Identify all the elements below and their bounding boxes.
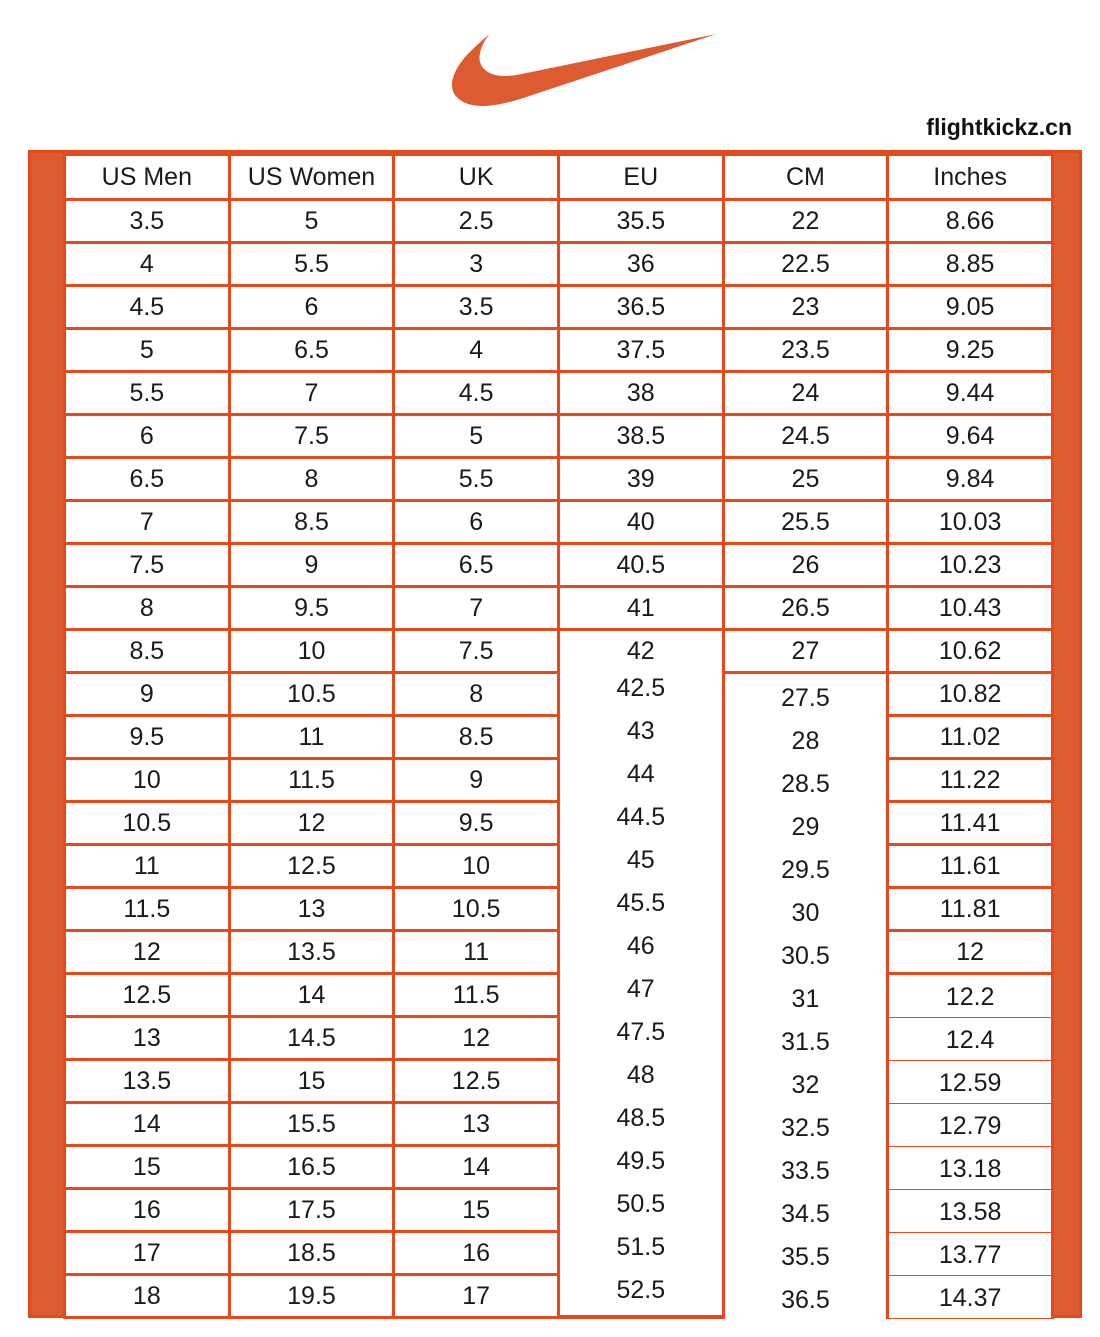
size-cell: 12.5 xyxy=(65,974,230,1017)
size-cell: 11.5 xyxy=(394,974,559,1017)
column-header: US Men xyxy=(65,155,230,200)
size-cell: 10 xyxy=(229,630,394,673)
size-cell: 22.5 xyxy=(723,243,888,286)
size-cell: 10.5 xyxy=(65,802,230,845)
size-cell: 15 xyxy=(229,1060,394,1103)
size-cell: 10 xyxy=(65,759,230,802)
size-cell: 32.5 xyxy=(723,1107,888,1150)
size-cell: 30 xyxy=(723,892,888,935)
size-cell: 42.5 xyxy=(558,667,723,710)
size-cell: 12.5 xyxy=(229,845,394,888)
size-cell: 6.5 xyxy=(394,544,559,587)
size-cell: 5.5 xyxy=(229,243,394,286)
table-row xyxy=(65,458,1053,501)
size-cell: 5 xyxy=(229,200,394,243)
size-cell: 40 xyxy=(558,501,723,544)
size-cell: 49.5 xyxy=(558,1140,723,1183)
size-cell: 26 xyxy=(723,544,888,587)
size-cell: 14 xyxy=(65,1103,230,1146)
size-cell: 31.5 xyxy=(723,1021,888,1064)
size-cell: 6.5 xyxy=(65,458,230,501)
size-cell: 45 xyxy=(558,839,723,882)
size-conversion-chart xyxy=(28,150,1082,1318)
size-cell: 22 xyxy=(723,200,888,243)
size-cell: 5.5 xyxy=(65,372,230,415)
column-header: US Women xyxy=(229,155,394,200)
size-cell: 44 xyxy=(558,753,723,796)
size-cell: 34.5 xyxy=(723,1193,888,1236)
size-cell: 8.5 xyxy=(229,501,394,544)
size-cell: 8.5 xyxy=(65,630,230,673)
watermark-text: flightkickz.cn xyxy=(926,114,1072,140)
table-row xyxy=(65,329,1053,372)
size-cell: 6 xyxy=(394,501,559,544)
size-cell: 8 xyxy=(394,673,559,716)
size-cell: 18.5 xyxy=(229,1232,394,1275)
size-cell: 11.61 xyxy=(888,845,1053,888)
size-cell: 50.5 xyxy=(558,1183,723,1226)
table-row xyxy=(65,1275,1053,1318)
size-cell: 39 xyxy=(558,458,723,501)
table-row xyxy=(65,544,1053,587)
size-cell: 11.41 xyxy=(888,802,1053,845)
size-cell: 11 xyxy=(229,716,394,759)
header-row xyxy=(65,155,1053,200)
size-cell: 42 xyxy=(558,630,723,673)
size-cell: 9.64 xyxy=(888,415,1053,458)
size-cell: 43 xyxy=(558,710,723,753)
size-cell: 2.5 xyxy=(394,200,559,243)
size-cell: 8 xyxy=(229,458,394,501)
size-cell: 11 xyxy=(65,845,230,888)
size-cell: 10.43 xyxy=(888,587,1053,630)
size-cell: 41 xyxy=(558,587,723,630)
column-header: Inches xyxy=(888,155,1053,200)
size-cell: 35.5 xyxy=(723,1236,888,1279)
size-cell: 25 xyxy=(723,458,888,501)
size-table xyxy=(63,153,1054,1319)
table-row xyxy=(65,200,1053,243)
size-cell: 46 xyxy=(558,925,723,968)
size-cell: 12.5 xyxy=(394,1060,559,1103)
size-cell: 45.5 xyxy=(558,882,723,925)
size-cell: 9.5 xyxy=(229,587,394,630)
size-cell: 13.58 xyxy=(888,1191,1053,1234)
size-cell: 9.5 xyxy=(394,802,559,845)
size-cell: 13.77 xyxy=(888,1234,1053,1277)
column-header: EU xyxy=(558,155,723,200)
size-cell: 9.84 xyxy=(888,458,1053,501)
size-cell: 13 xyxy=(65,1017,230,1060)
size-cell: 5 xyxy=(394,415,559,458)
table-row xyxy=(65,372,1053,415)
size-cell: 32 xyxy=(723,1064,888,1107)
size-cell: 52.5 xyxy=(558,1269,723,1312)
size-cell: 40.5 xyxy=(558,544,723,587)
size-cell: 36.5 xyxy=(558,286,723,329)
size-cell: 19.5 xyxy=(229,1275,394,1318)
size-cell: 8 xyxy=(65,587,230,630)
size-cell: 4 xyxy=(394,329,559,372)
size-cell: 28.5 xyxy=(723,763,888,806)
table-row xyxy=(65,415,1053,458)
size-cell: 9 xyxy=(65,673,230,716)
size-cell: 6 xyxy=(65,415,230,458)
size-cell: 11.22 xyxy=(888,759,1053,802)
size-cell: 10 xyxy=(394,845,559,888)
size-cell: 11.5 xyxy=(65,888,230,931)
size-cell: 3.5 xyxy=(65,200,230,243)
size-cell: 11.02 xyxy=(888,716,1053,759)
size-cell: 38 xyxy=(558,372,723,415)
size-cell: 10.5 xyxy=(229,673,394,716)
size-cell: 14.37 xyxy=(888,1277,1053,1320)
column-header: UK xyxy=(394,155,559,200)
size-cell: 26.5 xyxy=(723,587,888,630)
size-cell: 7.5 xyxy=(65,544,230,587)
size-cell: 3.5 xyxy=(394,286,559,329)
size-cell: 7.5 xyxy=(394,630,559,673)
size-cell: 15.5 xyxy=(229,1103,394,1146)
table-body xyxy=(65,200,1053,1318)
size-cell: 48 xyxy=(558,1054,723,1097)
size-cell: 6.5 xyxy=(229,329,394,372)
size-cell: 7.5 xyxy=(229,415,394,458)
table-row xyxy=(65,501,1053,544)
table-row xyxy=(65,587,1053,630)
size-cell: 29.5 xyxy=(723,849,888,892)
size-cell: 12.2 xyxy=(888,976,1053,1019)
size-cell: 29 xyxy=(723,806,888,849)
size-cell: 47.5 xyxy=(558,1011,723,1054)
left-accent-bar xyxy=(31,153,63,1315)
size-cell: 48.5 xyxy=(558,1097,723,1140)
size-cell: 5.5 xyxy=(394,458,559,501)
size-cell: 37.5 xyxy=(558,329,723,372)
size-cell: 10.03 xyxy=(888,501,1053,544)
size-cell: 12.79 xyxy=(888,1105,1053,1148)
size-cell: 16.5 xyxy=(229,1146,394,1189)
size-cell: 6 xyxy=(229,286,394,329)
size-cell: 8.5 xyxy=(394,716,559,759)
size-cell: 17.5 xyxy=(229,1189,394,1232)
size-cell: 4.5 xyxy=(65,286,230,329)
size-cell: 27 xyxy=(723,630,888,673)
size-cell: 23.5 xyxy=(723,329,888,372)
size-cell: 12 xyxy=(65,931,230,974)
size-cell: 16 xyxy=(394,1232,559,1275)
size-cell: 9.5 xyxy=(65,716,230,759)
size-cell: 25.5 xyxy=(723,501,888,544)
size-cell: 36 xyxy=(558,243,723,286)
size-cell: 31 xyxy=(723,978,888,1021)
size-cell: 4 xyxy=(65,243,230,286)
size-cell: 8.66 xyxy=(888,200,1053,243)
size-cell: 28 xyxy=(723,720,888,763)
size-cell: 30.5 xyxy=(723,935,888,978)
size-cell: 10.62 xyxy=(888,630,1053,673)
nike-swoosh-icon xyxy=(452,28,718,118)
table-row xyxy=(65,286,1053,329)
size-cell: 51.5 xyxy=(558,1226,723,1269)
size-cell: 5 xyxy=(65,329,230,372)
size-cell: 14 xyxy=(394,1146,559,1189)
size-cell: 33.5 xyxy=(723,1150,888,1193)
size-cell: 36.5 xyxy=(723,1279,888,1322)
size-cell: 16 xyxy=(65,1189,230,1232)
size-cell: 9 xyxy=(394,759,559,802)
size-cell: 13 xyxy=(394,1103,559,1146)
size-cell: 15 xyxy=(65,1146,230,1189)
size-cell: 17 xyxy=(65,1232,230,1275)
size-cell: 10.5 xyxy=(394,888,559,931)
size-cell: 9 xyxy=(229,544,394,587)
size-cell: 24.5 xyxy=(723,415,888,458)
size-cell: 7 xyxy=(394,587,559,630)
size-cell: 27.5 xyxy=(723,677,888,720)
size-cell: 3 xyxy=(394,243,559,286)
size-cell: 13.5 xyxy=(65,1060,230,1103)
size-cell: 11.5 xyxy=(229,759,394,802)
size-cell: 47 xyxy=(558,968,723,1011)
size-cell: 18 xyxy=(65,1275,230,1318)
size-cell: 10.23 xyxy=(888,544,1053,587)
size-cell: 44.5 xyxy=(558,796,723,839)
table-row xyxy=(65,243,1053,286)
size-cell: 9.25 xyxy=(888,329,1053,372)
size-cell: 7 xyxy=(65,501,230,544)
size-cell: 12.4 xyxy=(888,1019,1053,1062)
size-cell: 12.59 xyxy=(888,1062,1053,1105)
size-cell: 4.5 xyxy=(394,372,559,415)
size-cell: 13.18 xyxy=(888,1148,1053,1191)
size-cell: 14.5 xyxy=(229,1017,394,1060)
size-cell: 12 xyxy=(229,802,394,845)
size-cell: 14 xyxy=(229,974,394,1017)
size-cell: 15 xyxy=(394,1189,559,1232)
size-cell: 9.05 xyxy=(888,286,1053,329)
size-cell: 9.44 xyxy=(888,372,1053,415)
size-cell: 13.5 xyxy=(229,931,394,974)
size-cell: 8.85 xyxy=(888,243,1053,286)
right-accent-bar xyxy=(1054,153,1079,1315)
size-cell: 24 xyxy=(723,372,888,415)
size-cell: 12 xyxy=(888,931,1053,974)
size-cell: 10.82 xyxy=(888,673,1053,716)
column-header: CM xyxy=(723,155,888,200)
size-cell: 7 xyxy=(229,372,394,415)
size-cell: 11 xyxy=(394,931,559,974)
size-cell: 35.5 xyxy=(558,200,723,243)
size-cell: 38.5 xyxy=(558,415,723,458)
size-cell: 23 xyxy=(723,286,888,329)
size-cell: 11.81 xyxy=(888,888,1053,931)
size-cell: 12 xyxy=(394,1017,559,1060)
size-cell: 13 xyxy=(229,888,394,931)
size-cell: 17 xyxy=(394,1275,559,1318)
